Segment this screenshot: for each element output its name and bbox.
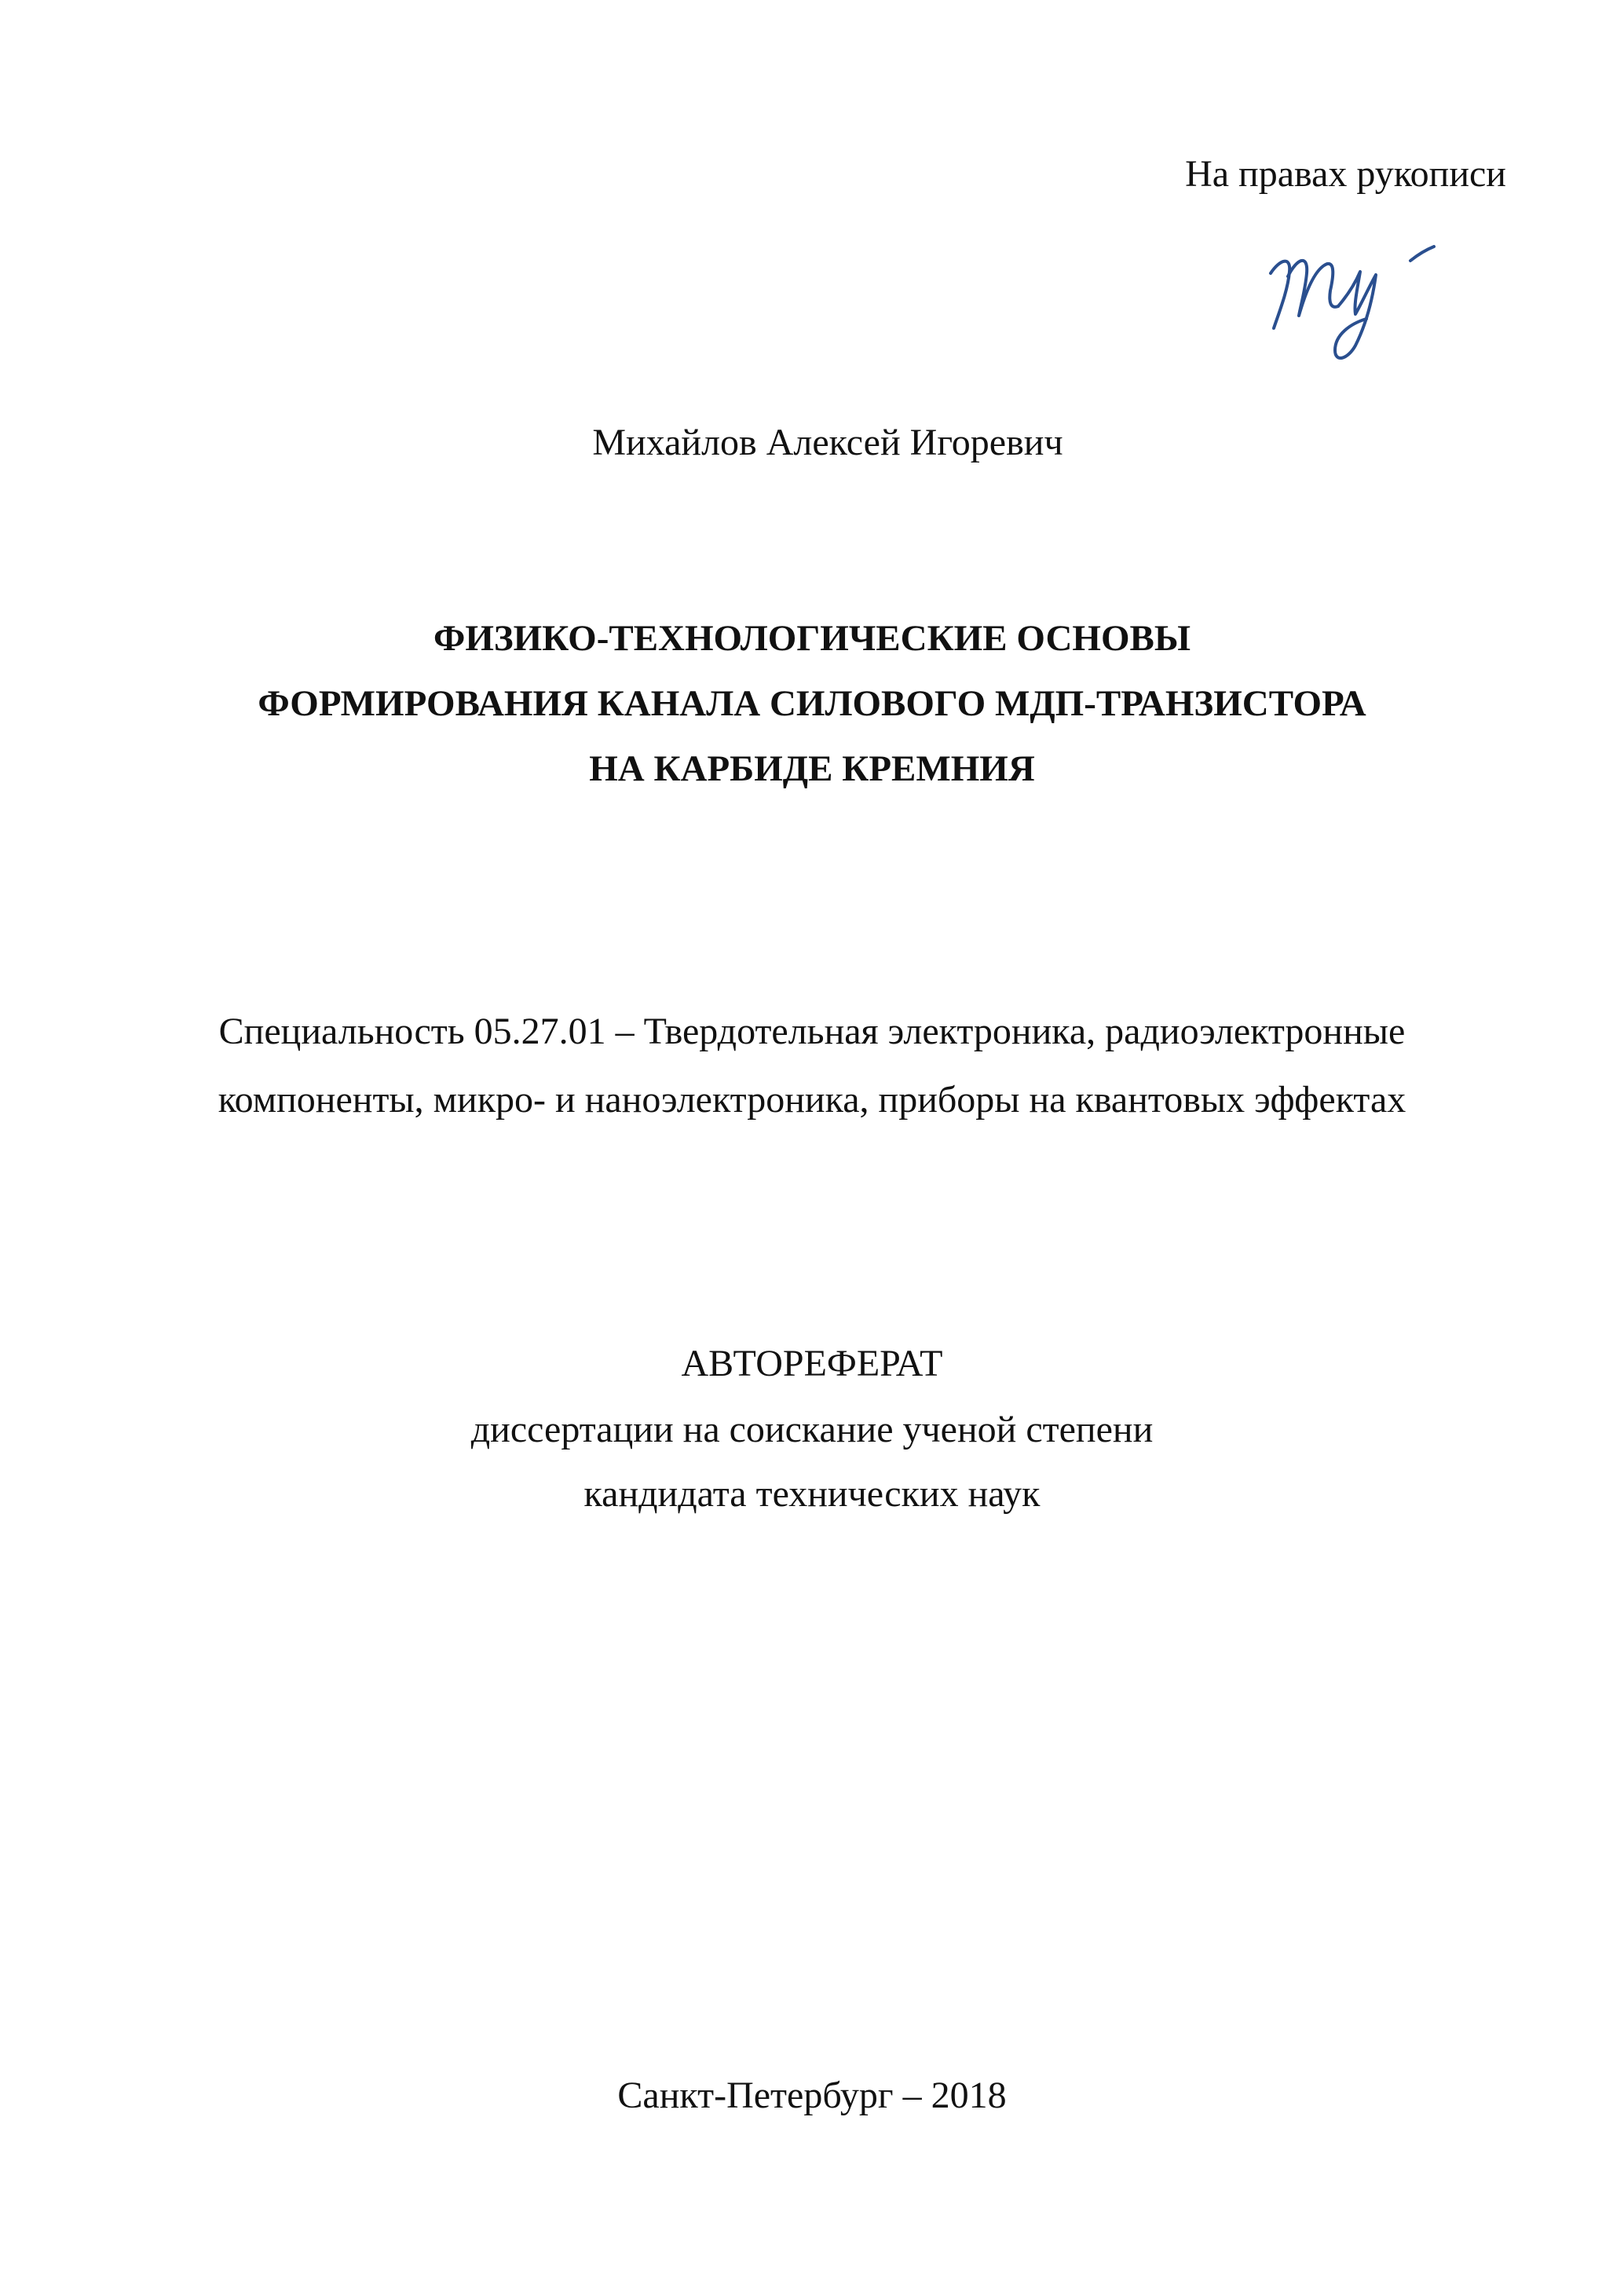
degree-line-2: кандидата технических наук: [583, 1473, 1041, 1515]
thesis-title-line-1: ФИЗИКО-ТЕХНОЛОГИЧЕСКИЕ ОСНОВЫ: [433, 618, 1191, 659]
thesis-title-line-2: ФОРМИРОВАНИЯ КАНАЛА СИЛОВОГО МДП-ТРАНЗИСТОРА: [258, 683, 1366, 724]
place-and-year: Санкт-Петербург – 2018: [617, 2075, 1007, 2116]
document-kind-label: АВТОРЕФЕРАТ: [681, 1343, 943, 1384]
rights-note: На правах рукописи: [1185, 153, 1506, 195]
specialty-line-2: компоненты, микро- и наноэлектроника, приборы на квантовых эффектах: [218, 1079, 1406, 1121]
author-name: Михайлов Алексей Игоревич: [592, 422, 1063, 463]
specialty-line-1: Специальность 05.27.01 – Твердотельная электроника, радиоэлектронные: [218, 1011, 1406, 1052]
thesis-title-line-3: НА КАРБИДЕ КРЕМНИЯ: [589, 748, 1035, 789]
signature-icon: [1256, 228, 1461, 369]
degree-line-1: диссертации на соискание ученой степени: [470, 1409, 1154, 1450]
